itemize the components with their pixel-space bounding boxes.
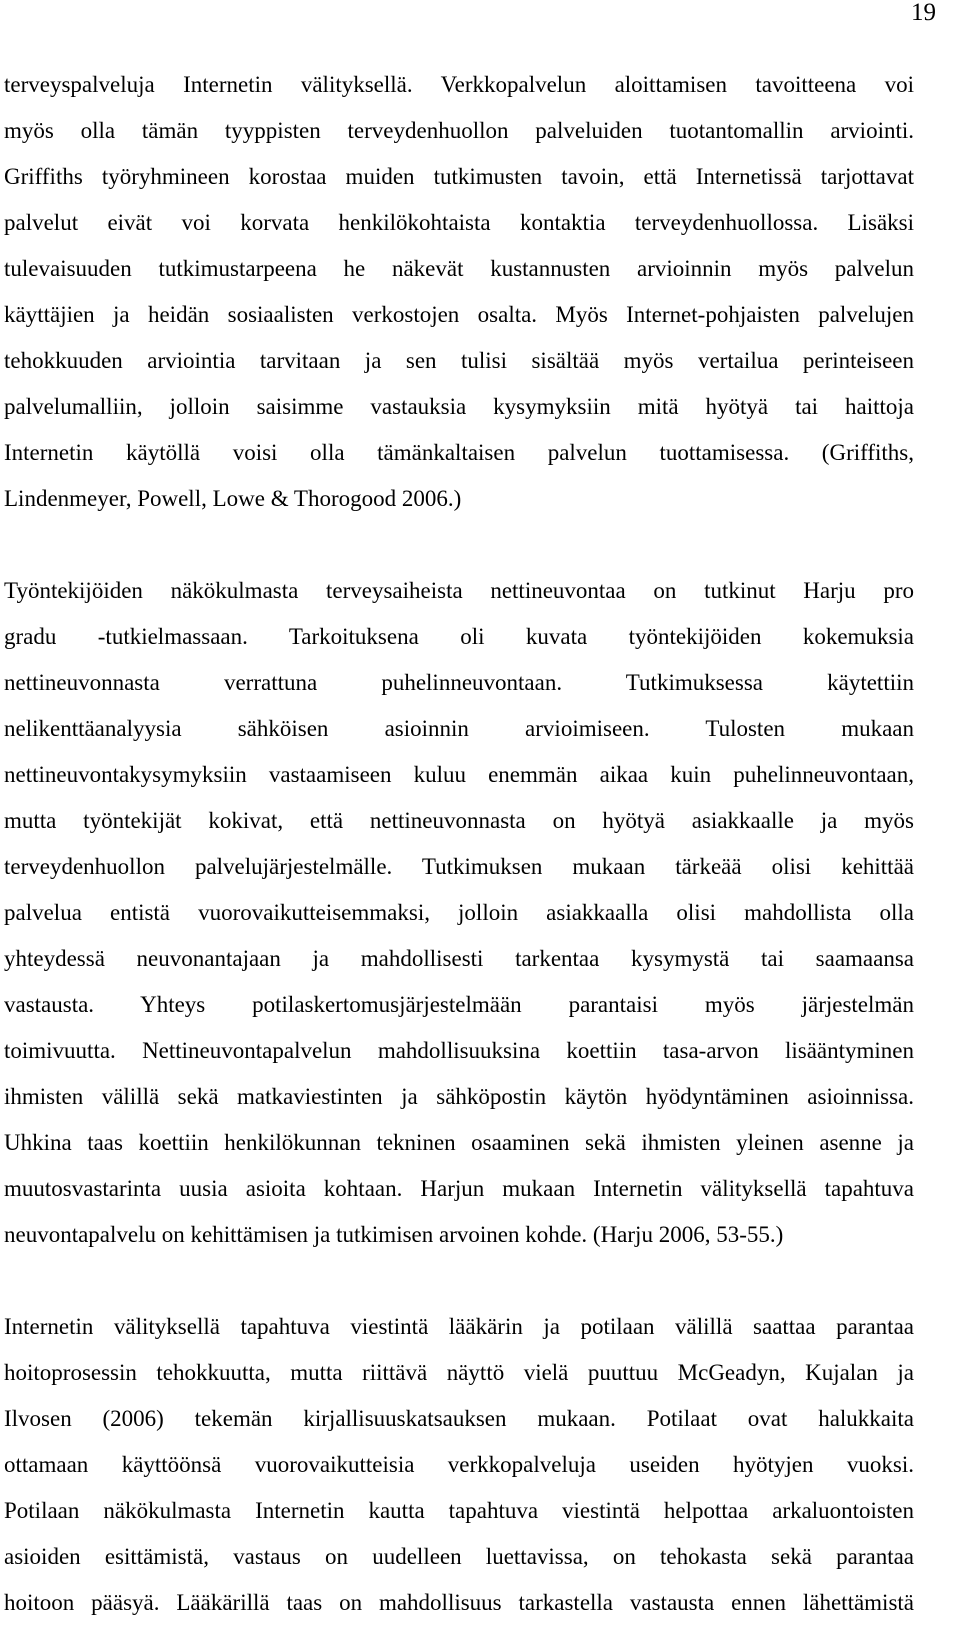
text-line: myös olla tämän tyyppisten terveydenhuollon palveluiden tuotantomallin arviointi.	[4, 118, 914, 143]
text-line: asioiden esittämistä, vastaus on uudelleen luettavissa, on tehokasta sekä parantaa	[4, 1544, 914, 1569]
text-line: Ilvosen (2006) tekemän kirjallisuuskatsauksen mukaan. Potilaat ovat halukkaita	[4, 1406, 914, 1431]
text-line: terveyspalveluja Internetin välityksellä. Verkkopalvelun aloittamisen tavoitteena voi	[4, 72, 914, 97]
text-line: Uhkina taas koettiin henkilökunnan tekninen osaaminen sekä ihmisten yleinen asenne ja	[4, 1130, 914, 1155]
text-line: tulevaisuuden tutkimustarpeena he näkevät kustannusten arvioinnin myös palvelun	[4, 256, 914, 281]
text-line: ottamaan käyttöönsä vuorovaikutteisia verkkopalveluja useiden hyötyjen vuoksi.	[4, 1452, 914, 1477]
document-body	[4, 62, 914, 1626]
paragraph-3	[4, 1304, 914, 1626]
text-line: Lindenmeyer, Powell, Lowe & Thorogood 2006.)	[4, 486, 462, 511]
text-line: tehokkuuden arviointia tarvitaan ja sen tulisi sisältää myös vertailua perinteiseen	[4, 348, 914, 373]
text-line: toimivuutta. Nettineuvontapalvelun mahdollisuuksina koettiin tasa-arvon lisääntyminen	[4, 1038, 914, 1063]
text-line: nelikenttäanalyysia sähköisen asioinnin arvioimiseen. Tulosten mukaan	[4, 716, 914, 741]
text-line: gradu -tutkielmassaan. Tarkoituksena oli kuvata työntekijöiden kokemuksia	[4, 624, 914, 649]
paragraph-spacer	[4, 522, 914, 568]
text-line: hoitoon pääsyä. Lääkärillä taas on mahdollisuus tarkastella vastausta ennen lähettämistä	[4, 1590, 914, 1615]
text-line: käyttäjien ja heidän sosiaalisten verkostojen osalta. Myös Internet-pohjaisten palvelujen	[4, 302, 914, 327]
paragraph-2	[4, 568, 914, 1258]
paragraph-spacer	[4, 1258, 914, 1304]
text-line: Internetin käytöllä voisi olla tämänkaltaisen palvelun tuottamisessa. (Griffiths,	[4, 440, 914, 465]
text-line: Griffiths työryhmineen korostaa muiden tutkimusten tavoin, että Internetissä tarjottavat	[4, 164, 914, 189]
text-line: yhteydessä neuvonantajaan ja mahdollisesti tarkentaa kysymystä tai saamaansa	[4, 946, 914, 971]
text-line: Internetin välityksellä tapahtuva viestintä lääkärin ja potilaan välillä saattaa parantaa	[4, 1314, 914, 1339]
text-line: vastausta. Yhteys potilaskertomusjärjestelmään parantaisi myös järjestelmän	[4, 992, 914, 1017]
text-line: palvelua entistä vuorovaikutteisemmaksi, jolloin asiakkaalla olisi mahdollista olla	[4, 900, 914, 925]
text-line: nettineuvonnasta verrattuna puhelinneuvontaan. Tutkimuksessa käytettiin	[4, 670, 914, 695]
text-line: mutta työntekijät kokivat, että nettineuvonnasta on hyötyä asiakkaalle ja myös	[4, 808, 914, 833]
text-line: nettineuvontakysymyksiin vastaamiseen kuluu enemmän aikaa kuin puhelinneuvontaan,	[4, 762, 914, 787]
text-line: Potilaan näkökulmasta Internetin kautta tapahtuva viestintä helpottaa arkaluontoisten	[4, 1498, 914, 1523]
text-line: palvelumalliin, jolloin saisimme vastauksia kysymyksiin mitä hyötyä tai haittoja	[4, 394, 914, 419]
text-line: hoitoprosessin tehokkuutta, mutta riittävä näyttö vielä puuttuu McGeadyn, Kujalan ja	[4, 1360, 914, 1385]
text-line: ihmisten välillä sekä matkaviestinten ja sähköpostin käytön hyödyntäminen asioinnissa.	[4, 1084, 914, 1109]
text-line: terveydenhuollon palvelujärjestelmälle. Tutkimuksen mukaan tärkeää olisi kehittää	[4, 854, 914, 879]
paragraph-1	[4, 62, 914, 522]
text-line: palvelut eivät voi korvata henkilökohtaista kontaktia terveydenhuollossa. Lisäksi	[4, 210, 914, 235]
text-line: muutosvastarinta uusia asioita kohtaan. Harjun mukaan Internetin välityksellä tapahtuva	[4, 1176, 914, 1201]
text-line: Työntekijöiden näkökulmasta terveysaiheista nettineuvontaa on tutkinut Harju pro	[4, 578, 914, 603]
page-number: 19	[911, 0, 936, 26]
text-line: neuvontapalvelu on kehittämisen ja tutkimisen arvoinen kohde. (Harju 2006, 53-55.)	[4, 1222, 784, 1247]
